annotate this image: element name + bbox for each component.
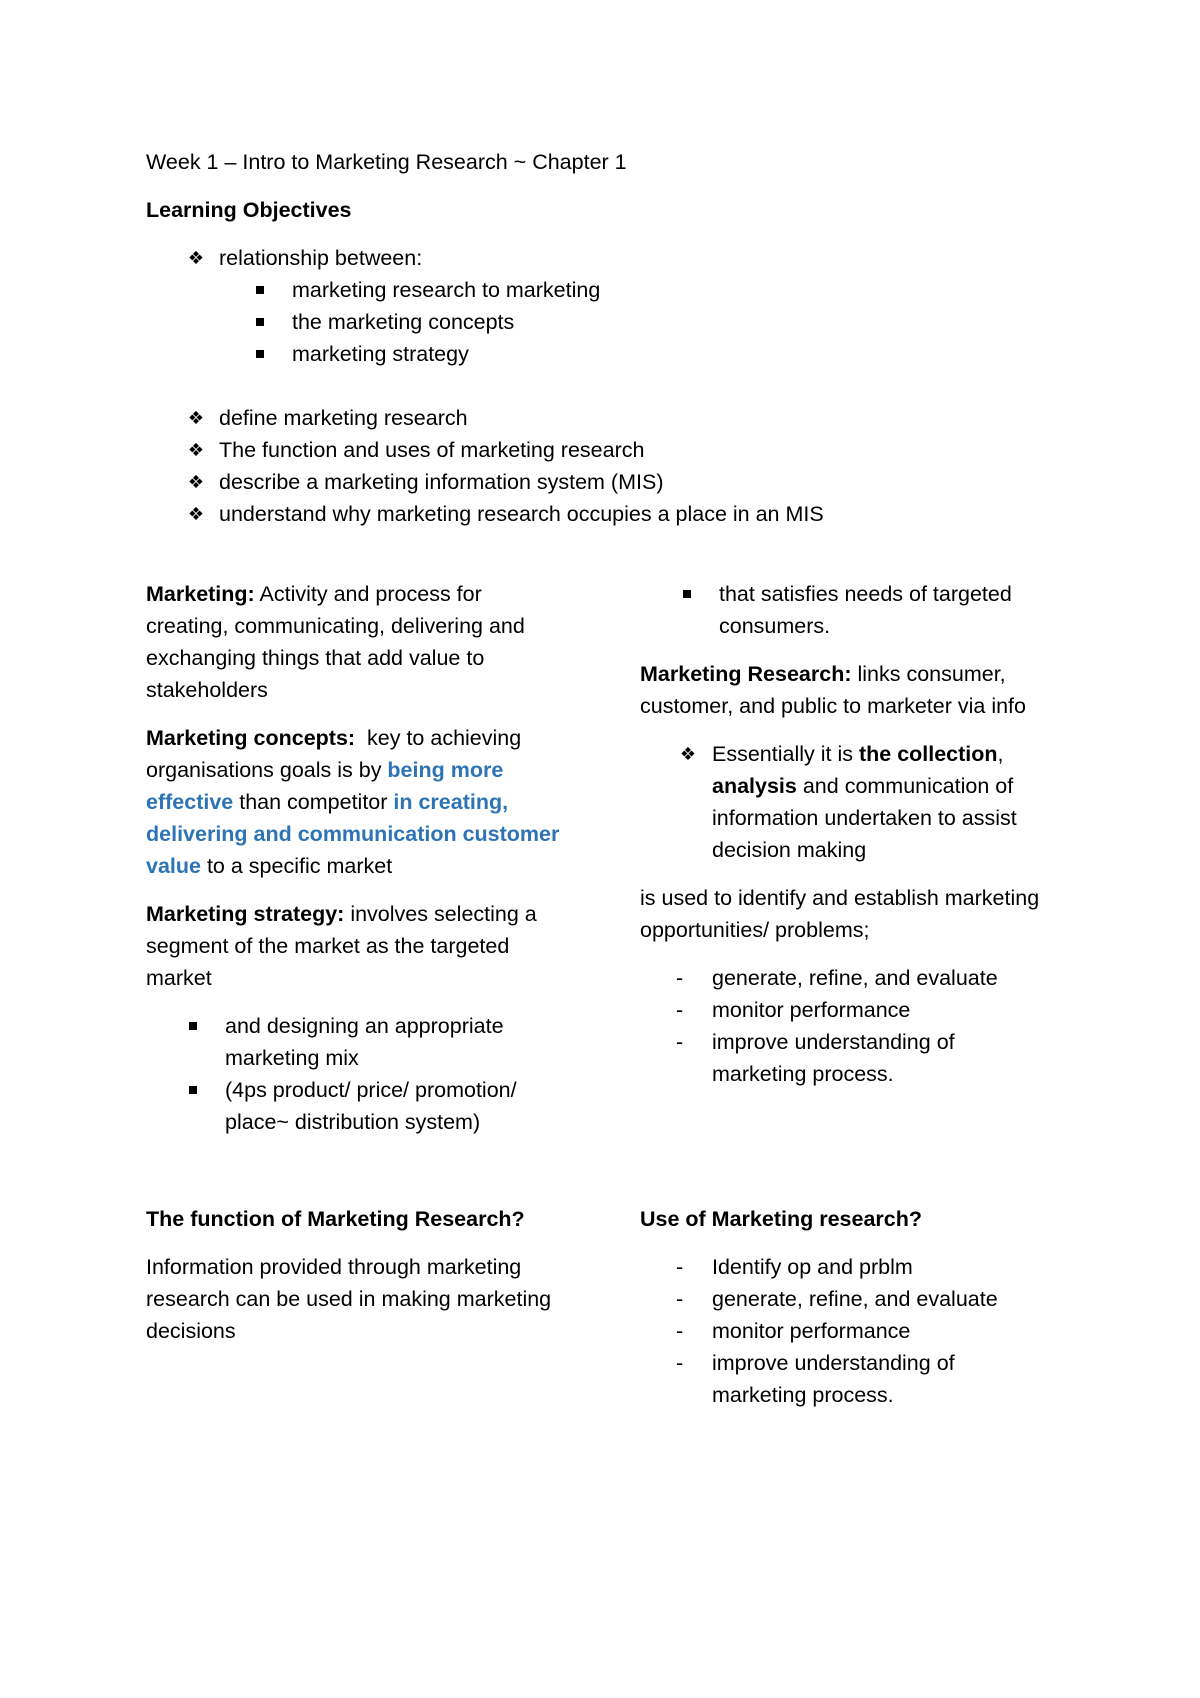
definition-text: stakeholders (146, 678, 268, 702)
list-text: improve understanding of (712, 1030, 955, 1054)
diamond-bullet-icon: ❖ (187, 248, 205, 268)
objective-text: understand why marketing research occupies a place in an MIS (219, 502, 824, 526)
square-bullet-icon (256, 286, 264, 294)
research-usage-text (640, 882, 1140, 946)
square-bullet-icon (189, 1022, 197, 1030)
definition-text: segment of the market as the targeted (146, 934, 510, 958)
objective-text: define marketing research (219, 406, 468, 430)
title-text: Week 1 – Intro to Marketing Research ~ Chapter 1 (146, 150, 627, 174)
objective-text: describe a marketing information system (MIS) (219, 470, 664, 494)
sub-objective-text: marketing research to marketing (292, 278, 601, 302)
definition-text: customer, and public to marketer via info (640, 694, 1026, 718)
bullet-text: and designing an appropriate (225, 1014, 504, 1038)
list-text: improve understanding of (712, 1351, 955, 1375)
list-text: marketing process. (712, 1383, 894, 1407)
square-bullet-icon (683, 590, 691, 598)
definition-text: organisations goals is by (146, 758, 388, 782)
definition-text: exchanging things that add value to (146, 646, 485, 670)
bullet-text: consumers. (719, 614, 831, 638)
body-text: research can be used in making marketing (146, 1287, 552, 1311)
definition-text: to a specific market (200, 854, 393, 878)
research-dash-list (676, 962, 1136, 1090)
highlight-text: in creating, (393, 790, 509, 814)
bullet-text: information undertaken to assist (712, 806, 1017, 830)
marketing-definition (146, 578, 616, 706)
learning-objectives-heading (146, 194, 352, 226)
section-heading: The function of Marketing Research? (146, 1207, 525, 1231)
term: Marketing: (146, 582, 255, 606)
bullet-text: (4ps product/ price/ promotion/ (225, 1078, 517, 1102)
diamond-bullet-icon: ❖ (187, 504, 205, 524)
list-text: marketing process. (712, 1062, 894, 1086)
bullet-text: place~ distribution system) (225, 1110, 481, 1134)
definition-text: involves selecting a (344, 902, 537, 926)
list-text: monitor performance (712, 1319, 911, 1343)
diamond-bullet-icon: ❖ (187, 440, 205, 460)
definition-text: key to achieving (355, 726, 522, 750)
term: Marketing Research: (640, 662, 852, 686)
function-section (146, 1203, 616, 1347)
sub-objective-text: marketing strategy (292, 342, 469, 366)
continued-bullet (683, 578, 1123, 642)
objective-sublist (256, 274, 956, 370)
bullet-text: marketing mix (225, 1046, 359, 1070)
sub-objective-text: the marketing concepts (292, 310, 515, 334)
definition-text: than competitor (233, 790, 394, 814)
uses-section (640, 1203, 1140, 1235)
heading-text: Learning Objectives (146, 198, 352, 222)
square-bullet-icon (256, 350, 264, 358)
uses-dash-list (676, 1251, 1136, 1411)
document-title (146, 146, 627, 178)
highlight-text: value (146, 854, 201, 878)
highlight-text: delivering and communication customer (146, 822, 560, 846)
section-heading: Use of Marketing research? (640, 1207, 922, 1231)
bullet-text: , (997, 742, 1004, 766)
dash-bullet-icon: - (676, 966, 684, 990)
highlight-text: effective (146, 790, 234, 814)
highlight-text: being more (387, 758, 504, 782)
objective-text: The function and uses of marketing research (219, 438, 645, 462)
bullet-text: decision making (712, 838, 867, 862)
square-bullet-icon (256, 318, 264, 326)
definition-text: links consumer, (851, 662, 1006, 686)
list-text: generate, refine, and evaluate (712, 966, 998, 990)
marketing-strategy-definition (146, 898, 616, 994)
diamond-bullet-icon: ❖ (187, 472, 205, 492)
objective-list (184, 402, 1084, 530)
definition-text: Activity and process for (254, 582, 482, 606)
list-text: monitor performance (712, 998, 911, 1022)
definition-text: market (146, 966, 212, 990)
strategy-bullets (189, 1010, 609, 1138)
objective-item (184, 242, 1084, 274)
marketing-research-definition (640, 658, 1140, 722)
bullet-text: Essentially it is (712, 742, 859, 766)
square-bullet-icon (189, 1086, 197, 1094)
dash-bullet-icon: - (676, 1351, 684, 1375)
body-text: Information provided through marketing (146, 1255, 522, 1279)
dash-bullet-icon: - (676, 998, 684, 1022)
body-text: is used to identify and establish marketing (640, 886, 1040, 910)
term: Marketing concepts: (146, 726, 356, 750)
list-text: generate, refine, and evaluate (712, 1287, 998, 1311)
dash-bullet-icon: - (676, 1319, 684, 1343)
bold-text: the collection (858, 742, 998, 766)
body-text: opportunities/ problems; (640, 918, 870, 942)
bold-text: analysis (712, 774, 797, 798)
dash-bullet-icon: - (676, 1255, 684, 1279)
diamond-bullet-icon: ❖ (679, 744, 697, 764)
marketing-concepts-definition (146, 722, 616, 882)
dash-bullet-icon: - (676, 1287, 684, 1311)
list-text: Identify op and prblm (712, 1255, 913, 1279)
diamond-bullet-icon: ❖ (187, 408, 205, 428)
essential-bullet (676, 738, 1136, 866)
bullet-text: that satisfies needs of targeted (719, 582, 1012, 606)
dash-bullet-icon: - (676, 1030, 684, 1054)
body-text: decisions (146, 1319, 236, 1343)
definition-text: creating, communicating, delivering and (146, 614, 525, 638)
objective-text: relationship between: (219, 246, 423, 270)
bullet-text: and communication of (796, 774, 1014, 798)
term: Marketing strategy: (146, 902, 345, 926)
